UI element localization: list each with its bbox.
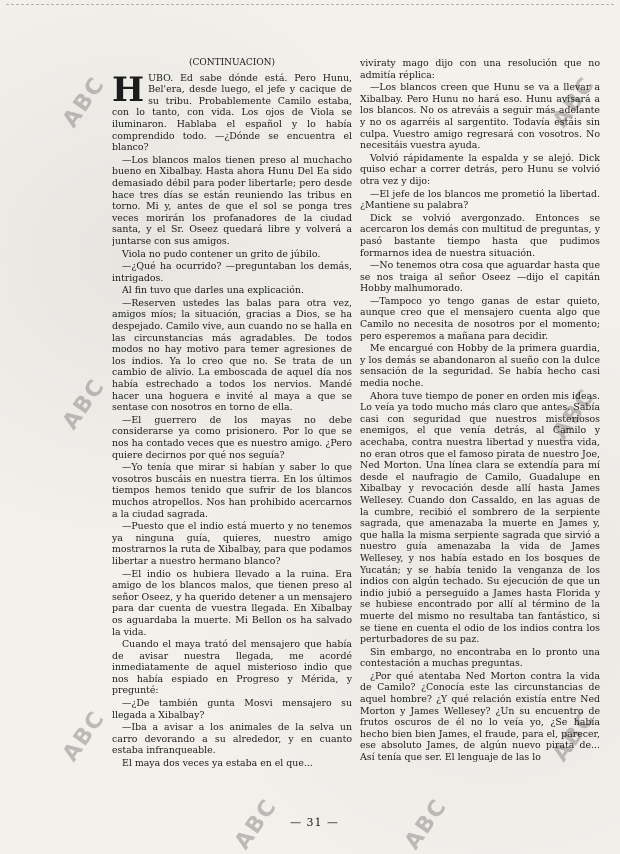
paragraph: —Los blancos creen que Hunu se va a llevar a Xibalbay. Pero Hunu no hará eso. Hunu avisará a los blancos. No os atreváis a seguir más adelante y no os agarréis al sargentito. Todavía estáis sin culpa. Vuestro amigo regresará con vosotros. No necesitáis vuestra ayuda. [360, 82, 600, 152]
abc-watermark: ABC [58, 72, 111, 133]
abc-watermark: ABC [548, 384, 601, 445]
paragraph: —Los blancos malos tienen preso al muchacho bueno en Xibalbay. Hasta ahora Hunu Del Ea sido demasiado débil para poder libertarle; pero desde hace tres días se están reuniendo las tribus en torno. Mi y, antes de que el sol se ponga tres veces morirán los profanadores de la ciudad santa, y el Sr. Oseez quedará libre y volverá a juntarse con sus amigos. [112, 154, 352, 247]
paragraph: —¿Qué ha ocurrido? —preguntaban los demás, intrigados. [112, 261, 352, 284]
left-text-column [112, 58, 352, 840]
abc-watermark: ABC [58, 706, 111, 767]
paragraph: Volvió rápidamente la espalda y se alejó. Dick quiso echar a correr detrás, pero Hunu se volvió otra vez y dijo: [360, 152, 600, 187]
paragraph: Viola no pudo contener un grito de júbilo. [122, 248, 321, 260]
right-text-column [360, 58, 600, 818]
page-number: — 31 — [290, 816, 339, 829]
paragraph: —Iba a avisar a los animales de la selva un carro devorando a su alrededor, y en cuanto estaba infranqueable. [112, 722, 352, 757]
paragraph: —Tampoco yo tengo ganas de estar quieto, aunque creo que el mensajero cuenta algo que Camilo no necesita de nosotros por el momento; pero esperemos a mañana para decidir. [360, 295, 600, 342]
paragraph: —¿De también gunta Mosvi mensajero su llegada a Xibalbay? [112, 698, 352, 721]
paragraph: —El guerrero de los mayas no debe considerarse ya como prisionero. Por lo que se nos ha contado veces que es nuestro amigo. ¿Pero quiere decirnos por qué nos seguía? [112, 414, 352, 461]
abc-watermark: ABC [548, 706, 601, 767]
opening-paragraph [112, 69, 352, 154]
paragraph: Dick se volvió avergonzado. Entonces se acercaron los demás con multitud de preguntas, y pasó bastante tiempo hasta que pudimos formarnos idea de nuestra situación. [360, 212, 600, 259]
paragraph: Sin embargo, no encontraba en lo pronto una contestación a muchas preguntas. [360, 646, 600, 670]
paragraph: —No tenemos otra cosa que aguardar hasta que se nos traiga al señor Oseez —dijo el capitán Hobby malhumorado. [360, 260, 600, 295]
paragraph: ¿Por qué atentaba Ned Morton contra la vida de Camilo? ¿Conocía este las circunstancias de aquel hombre? ¿Y qué relación existía entre Ned Morton y James Wellesey? ¿Un su encuentro de frutos oscuros de él no lo veía yo, ¿Se había hecho bien bien James, el fraude, para el, parecer, ese absoluto James, de algún nuevo pirata de... Así tenía que ser. El lenguaje de las lo [360, 670, 600, 764]
top-edge-line [6, 4, 614, 6]
paragraph: viviraty mago dijo con una resolución que no admitía réplica: [360, 58, 600, 81]
paragraph: —El indio os hubiera llevado a la ruina. Era amigo de los blancos malos, que tienen preso al señor Oseez, y ha querido detener a un mensajero para dar cuenta de vuestra llegada. En Xibalbay os aguardaba la muerte. Mi Bellon os ha salvado la vida. [112, 568, 352, 638]
paragraph-text: UBO. Ed sabe dónde está. Pero Hunu, Bel'era, desde luego, el jefe y cacique de su tribu. Probablemente Camilo estaba, con lo tanto, con vida. Los ojos de Viola se iluminaron. Hablaba el español y lo había comprendido todo. —¿Dónde se encuentra el blanco? [112, 72, 352, 154]
paragraph: Al fin tuvo que darles una explicación. [122, 285, 304, 297]
abc-watermark: ABC [548, 72, 601, 133]
paragraph: —Puesto que el indio está muerto y no tenemos ya ninguna guía, quieres, nuestro amigo mostrarnos la ruta de Xibalbay, para que podamos libertar a nuestro hermano blanco? [112, 521, 352, 567]
abc-watermark: ABC [400, 794, 453, 854]
abc-watermark: ABC [230, 794, 283, 854]
paragraph: Cuando el maya trató del mensajero que había de avisar nuestra llegada, me acordé inmediatamente de aquel misterioso indio que nos había espiado en Progreso y Mérida, y pregunté: [112, 639, 352, 697]
paragraph: El maya dos veces ya estaba en el que... [122, 758, 313, 770]
paragraph: Ahora tuve tiempo de poner en orden mis ideas. Lo veía ya todo mucho más claro que antes. Sabía casi con seguridad que nuestros misteriosos enemigos, el que venía detrás, al Camilo y acechaba, contra nuestra libertad y nuestra vida, no eran otros que el famoso pirata de nuestro Joe, Ned Morton. Una línea clara se extendía para mí desde el naufragio de Camilo, Guadalupe en Xibalbay y revocación desde allí hasta James Wellesey. Cuando don Cassaldo, en las aguas de la cumbre, recibió el sombrero de la serpiente sagrada, que amenazaba la muerte en James y, que halla la misma serpiente sagrada que sirvió a nuestro guía amenazaba la vida de James Wellesey, y nos había estado en los bosques de Yucatán; y se había tenido la venganza de los indios con algún techado. Su ejecución de que un indio jubió a perseguido a James hasta Florida y se hubiese encontrado por allí al término de la muerte del mismo no resultaba tan fantástico, si se tiene en cuenta el odio de los indios contra los perturbadores de su paz. [360, 390, 600, 646]
paragraph: Me encargué con Hobby de la primera guardia, y los demás se abandonaron al sueño con la dulce sensación de la seguridad. Se había hecho casi media noche. [360, 343, 600, 390]
continuation-label: (CONTINUACIÓN) [188, 58, 276, 68]
abc-watermark: ABC [58, 374, 111, 435]
paragraph: —Yo tenía que mirar si habían y saber lo que vosotros buscáis en nuestra tierra. En los últimos tiempos hemos tenido que sufrir de los blancos muchos atropellos. Nos han prohibido acercarnos a la ciudad sagrada. [112, 462, 352, 520]
paragraph: —Reserven ustedes las balas para otra vez, amigos míos; la situación, gracias a Dios, se ha despejado. Camilo vive, aun cuando no se halla en las circunstancias más agradables. De todos modos no hay motivo para temer agresiones de los indios. Ya lo creo que no. Se trata de un cambio de alivio. La emboscada de aquel día nos había estrechado a todos los nervios. Mandé hacer una hoguera e invité al maya a que se sentase con nosotros en torno de ella. [112, 297, 352, 414]
drop-cap: H [112, 69, 145, 110]
paragraph: —El jefe de los blancos me prometió la libertad. ¿Mantiene su palabra? [360, 188, 600, 212]
